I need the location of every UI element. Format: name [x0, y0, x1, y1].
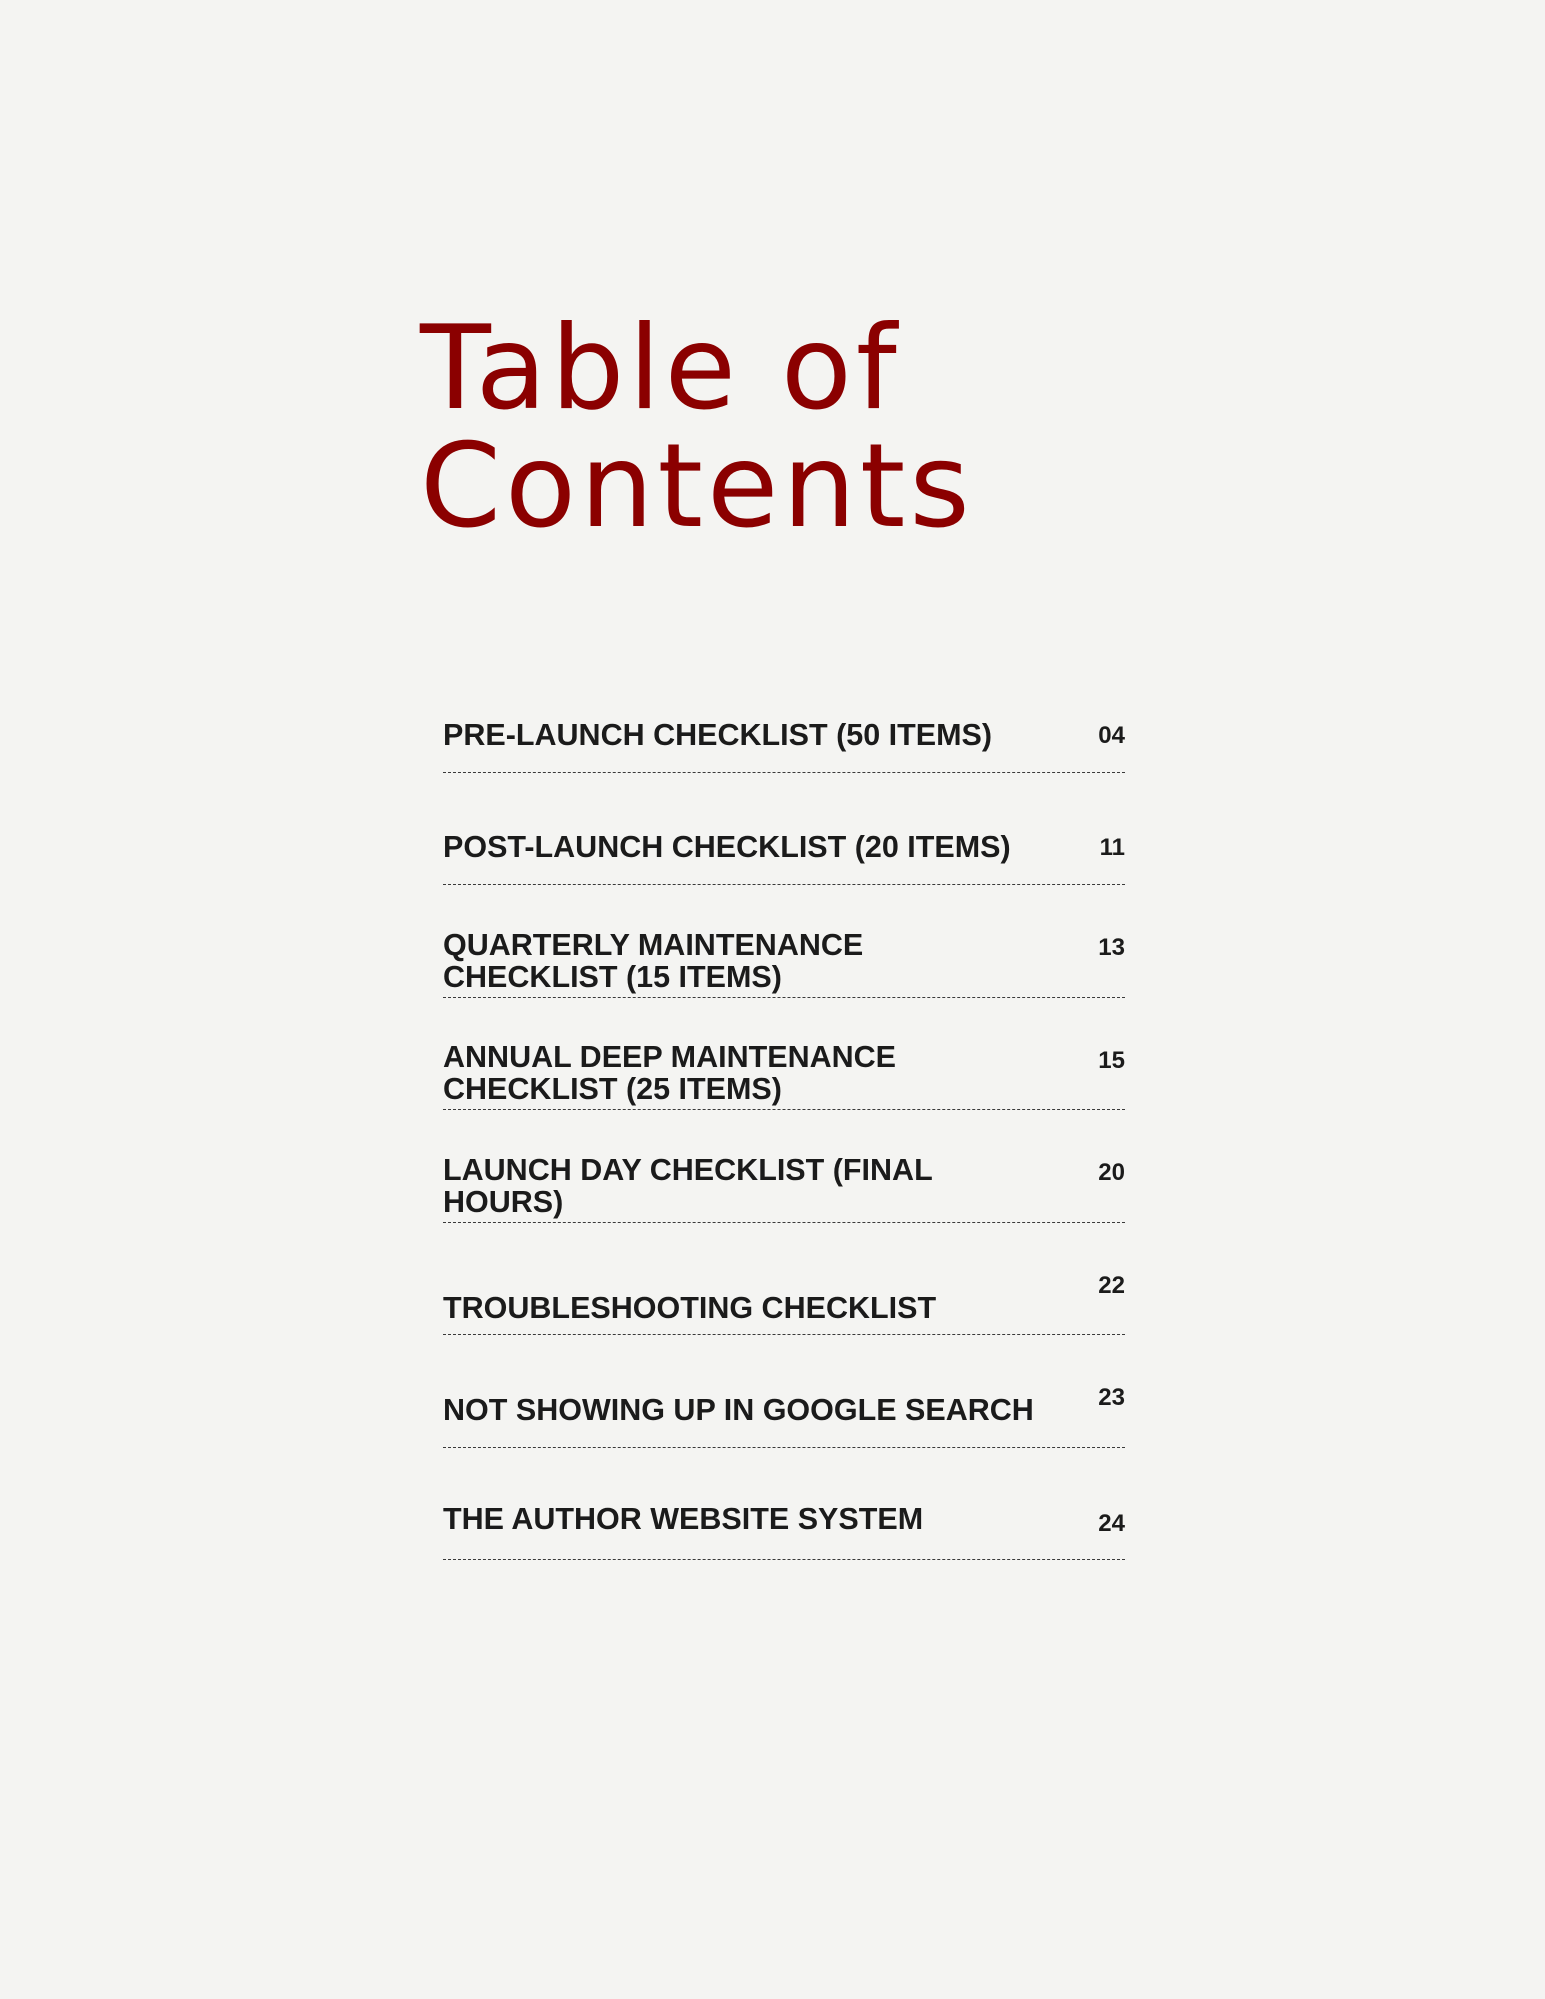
toc-entry-label: ANNUAL DEEP MAINTENANCE CHECKLIST (25 ITEMS) — [443, 1040, 897, 1106]
toc-entry-launch-day[interactable] — [443, 1110, 1125, 1223]
toc-entry-label: TROUBLESHOOTING CHECKLIST — [443, 1291, 937, 1325]
toc-entry-page-number: 23 — [1098, 1384, 1125, 1411]
page-title-line-1: Table of — [420, 301, 901, 436]
toc-entry-page-number: 15 — [1098, 1046, 1125, 1074]
page-title — [420, 301, 974, 554]
toc-entry-label: NOT SHOWING UP IN GOOGLE SEARCH — [443, 1392, 1034, 1427]
toc-entry-label: QUARTERLY MAINTENANCE CHECKLIST (15 ITEMS) — [443, 927, 864, 994]
toc-entry-label: POST-LAUNCH CHECKLIST (20 ITEMS) — [443, 830, 1011, 864]
toc-entry-google-search[interactable] — [443, 1335, 1125, 1448]
toc-entry-label: THE AUTHOR WEBSITE SYSTEM — [443, 1502, 924, 1536]
toc-entry-label: PRE-LAUNCH CHECKLIST (50 ITEMS) — [443, 717, 993, 752]
toc-entry-annual-deep-maintenance[interactable] — [443, 998, 1125, 1111]
toc-entry-page-number: 04 — [1098, 722, 1125, 749]
toc-entry-page-number: 11 — [1099, 833, 1125, 861]
toc-entry-label: LAUNCH DAY CHECKLIST (FINAL HOURS) — [443, 1152, 933, 1219]
toc-entry-troubleshooting[interactable] — [443, 1223, 1125, 1336]
toc-entry-page-number: 13 — [1098, 934, 1125, 961]
toc-entry-post-launch[interactable] — [443, 773, 1125, 886]
toc-entry-quarterly-maintenance[interactable] — [443, 885, 1125, 998]
table-of-contents — [443, 660, 1125, 1560]
dashed-divider — [443, 1559, 1125, 1560]
toc-entry-pre-launch[interactable] — [443, 660, 1125, 773]
toc-entry-author-website-system[interactable] — [443, 1448, 1125, 1561]
toc-entry-page-number: 20 — [1098, 1159, 1125, 1186]
page-title-line-2: Contents — [420, 419, 974, 554]
toc-entry-page-number: 24 — [1098, 1509, 1125, 1537]
toc-entry-page-number: 22 — [1098, 1271, 1125, 1299]
